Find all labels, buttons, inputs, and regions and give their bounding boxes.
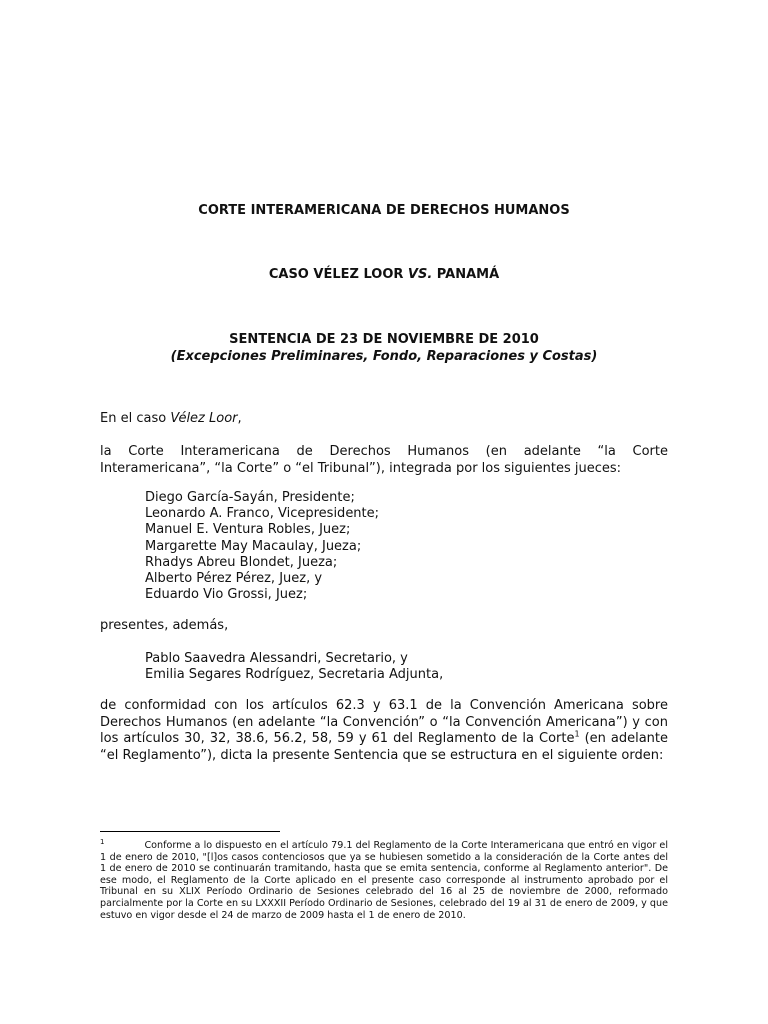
case-intro-prefix: En el caso [100, 411, 171, 426]
judge-item: Alberto Pérez Pérez, Juez, y [145, 571, 323, 587]
judge-item: Diego García-Sayán, Presidente; [145, 490, 355, 505]
case-intro-suffix: , [237, 411, 242, 426]
judgment-subtitle: (Excepciones Preliminares, Fondo, Reparaciones y Costas) [170, 349, 598, 364]
secretary-item: Pablo Saavedra Alessandri, Secretario, y [145, 651, 408, 666]
court-title-text: CORTE INTERAMERICANA DE DERECHOS HUMANOS [198, 203, 570, 218]
case-title-vs: VS. [407, 267, 433, 282]
footnote-ref[interactable]: 1 [574, 729, 580, 739]
secretary-item: Emilia Segares Rodríguez, Secretaria Adjunta, [145, 667, 444, 683]
footnote-divider [100, 831, 280, 832]
judges-list [145, 490, 645, 603]
judge-item: Leonardo A. Franco, Vicepresidente; [145, 506, 380, 522]
judge-item: Eduardo Vio Grossi, Juez; [145, 587, 308, 603]
case-intro [100, 411, 668, 428]
case-intro-name: Vélez Loor [170, 411, 238, 426]
footnote-text: Conforme a lo dispuesto en el artículo 79.1 del Reglamento de la Corte Interamericana que entró en vigor el 1 de enero de 2010, "[l]os casos contenciosos que ya se hubiesen sometido a la consideración de la Corte antes del 1 de enero de 2010 se continuarán tramitando, hasta que se emita sentencia, conforme al Reglamento anterior". De ese modo, el Reglamento de la Corte aplicado en el presente caso corresponde al instrumento aprobado por el Tribunal en su XLIX Período Ordinario de Sesiones celebrado del 16 al 25 de noviembre de 2000, reformado parcialmente por la Corte en su LXXXII Período Ordinario de Sesiones, celebrado del 19 al 31 de enero de 2009, y que estuvo en vigor desde el 24 de marzo de 2009 hasta el 1 de enero de 2010. [100, 840, 668, 921]
footnote-number: 1 [100, 837, 105, 846]
conformity-text-before: de conformidad con los artículos 62.3 y 63.1 de la Convención Americana sobre Derechos Humanos (en adelante “la Convención” o “la Convención Americana”) y con los artículos 30, 32, 38.6, 56.2, 58, 59 y 61 del Reglamento de la Corte [100, 698, 668, 746]
judge-item: Margarette May Macaulay, Jueza; [145, 538, 362, 554]
conformity-paragraph [100, 698, 668, 764]
judge-item: Rhadys Abreu Blondet, Jueza; [145, 554, 338, 570]
judgment-title [100, 331, 668, 365]
judge-item: Manuel E. Ventura Robles, Juez; [145, 522, 351, 538]
present-label: presentes, además, [100, 618, 229, 633]
judgment-date: SENTENCIA DE 23 DE NOVIEMBRE DE 2010 [229, 332, 539, 347]
case-title-prefix: CASO VÉLEZ LOOR [268, 267, 408, 282]
court-paragraph: la Corte Interamericana de Derechos Humanos (en adelante “la Corte Interamericana”, “la Corte” o “el Tribunal”), integrada por los siguientes jueces: [100, 444, 668, 476]
case-title [100, 266, 668, 283]
case-title-suffix: PANAMÁ [432, 267, 500, 282]
secretaries-list [145, 651, 645, 683]
court-title [100, 202, 668, 219]
conformity-text-after: (en adelante “el Reglamento”), dicta la presente Sentencia que se estructura en el siguiente orden: [100, 731, 669, 763]
footnote [100, 837, 668, 921]
